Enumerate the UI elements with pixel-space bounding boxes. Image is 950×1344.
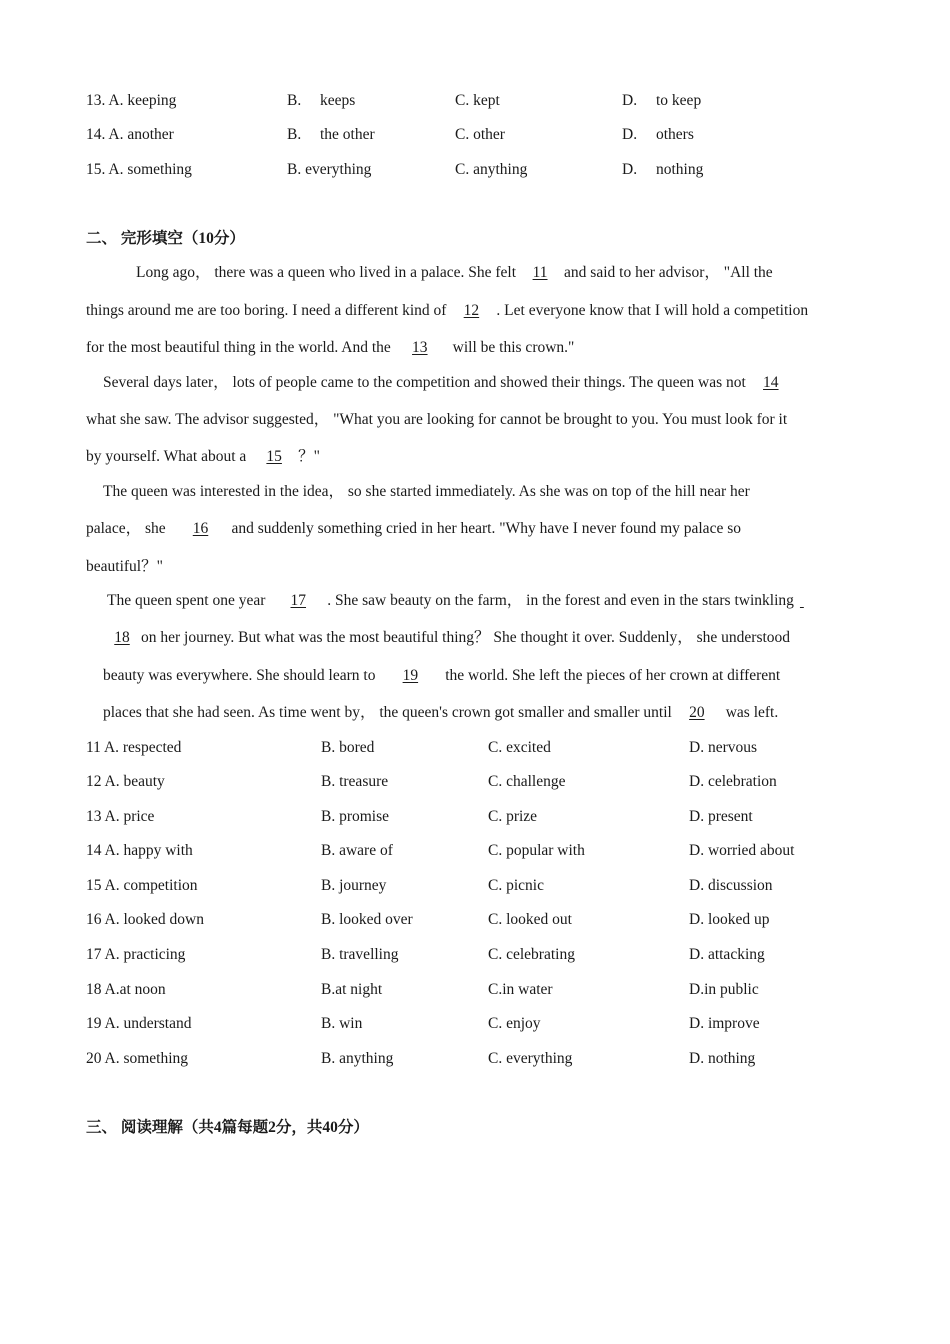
- option-a: 13. A. keeping: [86, 92, 177, 109]
- blank-14: 14: [763, 374, 779, 391]
- option-d: D. improve: [689, 1015, 760, 1032]
- option-d-letter: D.: [622, 161, 638, 178]
- option-c: C. everything: [488, 1050, 573, 1067]
- passage-line: [107, 589, 810, 613]
- option-d-letter: D.: [622, 126, 638, 143]
- option-row-13b: [0, 805, 950, 829]
- option-b: B. treasure: [321, 773, 389, 790]
- option-row-15: [0, 158, 950, 182]
- option-b: B. travelling: [321, 946, 399, 963]
- option-c: C. other: [455, 126, 505, 143]
- option-c: C. challenge: [488, 773, 566, 790]
- blank-11: 11: [532, 264, 548, 281]
- option-a: 14 A. happy with: [86, 842, 193, 859]
- option-b-letter: B.: [287, 126, 302, 143]
- option-d: D. looked up: [689, 911, 770, 928]
- option-d: D. discussion: [689, 877, 773, 894]
- option-b: B. aware of: [321, 842, 393, 859]
- option-a: 12 A. beauty: [86, 773, 165, 790]
- option-c: C. prize: [488, 808, 538, 825]
- option-row-18: [0, 978, 950, 1002]
- option-d: D. present: [689, 808, 753, 825]
- option-b: B. looked over: [321, 911, 413, 928]
- option-b: B. win: [321, 1015, 363, 1032]
- option-d: D. celebration: [689, 773, 777, 790]
- option-c: C. celebrating: [488, 946, 575, 963]
- passage-line: [86, 336, 574, 360]
- section-heading-reading: 三、 阅读理解（共4篇每题2分，共40分）: [86, 1119, 369, 1136]
- blank-underline: [794, 589, 810, 613]
- option-b: B. journey: [321, 877, 387, 894]
- passage-line: [103, 371, 796, 395]
- option-row-14b: [0, 839, 950, 863]
- blank-13: 13: [412, 339, 428, 356]
- option-c: C. looked out: [488, 911, 572, 928]
- blank-12: 12: [463, 302, 480, 319]
- option-row-14: [0, 123, 950, 147]
- option-c: C. picnic: [488, 877, 544, 894]
- option-c: C. kept: [455, 92, 500, 109]
- option-a: 14. A. another: [86, 126, 174, 143]
- blank-15: 15: [266, 448, 282, 465]
- blank-19: 19: [402, 667, 419, 684]
- passage-text: and suddenly something cried in her heart. "Why have I never found my palace so: [231, 520, 741, 537]
- passage-line: [86, 299, 808, 323]
- passage-line: what she saw. The advisor suggested， "What you are looking for cannot be brought to you. You must look for it: [86, 411, 788, 428]
- option-b: B.at night: [321, 981, 383, 998]
- passage-text: beauty was everywhere. She should learn to: [103, 667, 376, 684]
- option-a: 15. A. something: [86, 161, 192, 178]
- passage-text: Long ago， there was a queen who lived in a palace. She felt: [136, 264, 517, 281]
- passage-line: beautiful？": [86, 558, 163, 575]
- passage-text: will be this crown.": [452, 339, 575, 356]
- passage-line: The queen was interested in the idea， so she started immediately. As she was on top of the hill near her: [103, 483, 750, 500]
- option-b-text: keeps: [320, 92, 356, 109]
- passage-text: palace， she: [86, 520, 166, 537]
- passage-line: [103, 701, 778, 725]
- option-b-text: the other: [320, 126, 375, 143]
- passage-line: [103, 626, 790, 650]
- option-d-letter: D.: [622, 92, 638, 109]
- option-b: B. anything: [321, 1050, 394, 1067]
- passage-line: [103, 664, 780, 688]
- option-c: C.in water: [488, 981, 553, 998]
- blank-16: 16: [192, 520, 209, 537]
- option-c: C. excited: [488, 739, 551, 756]
- option-a: 15 A. competition: [86, 877, 198, 894]
- section-heading-cloze: 二、 完形填空（10分）: [86, 230, 245, 247]
- option-a: 18 A.at noon: [86, 981, 166, 998]
- option-d: D.in public: [689, 981, 759, 998]
- option-d: D. worried about: [689, 842, 795, 859]
- passage-text: things around me are too boring. I need a different kind of: [86, 302, 447, 319]
- option-row-13: [0, 89, 950, 113]
- option-row-20: [0, 1047, 950, 1071]
- blank-18: 18: [114, 629, 130, 646]
- passage-text: . She saw beauty on the farm， in the forest and even in the stars twinkling: [327, 592, 794, 609]
- option-a: 17 A. practicing: [86, 946, 186, 963]
- passage-line: [86, 445, 320, 469]
- option-a: 19 A. understand: [86, 1015, 192, 1032]
- passage-text: was left.: [725, 704, 779, 721]
- passage-text: for the most beautiful thing in the world. And the: [86, 339, 391, 356]
- blank-20: 20: [689, 704, 705, 721]
- option-d-text: others: [656, 126, 694, 143]
- passage-text: places that she had seen. As time went by， the queen's crown got smaller and smaller until: [103, 704, 672, 721]
- option-a: 13 A. price: [86, 808, 155, 825]
- passage-line: [86, 517, 741, 541]
- passage-line: [136, 261, 773, 285]
- option-a: 20 A. something: [86, 1050, 189, 1067]
- passage-text: and said to her advisor， "All the: [564, 264, 773, 281]
- option-row-17: [0, 943, 950, 967]
- option-row-16: [0, 908, 950, 932]
- option-c: C. enjoy: [488, 1015, 541, 1032]
- passage-text: . Let everyone know that I will hold a competition: [496, 302, 809, 319]
- passage-text: by yourself. What about a: [86, 448, 247, 465]
- option-row-12: [0, 770, 950, 794]
- option-row-19: [0, 1012, 950, 1036]
- passage-text: the world. She left the pieces of her crown at different: [445, 667, 781, 684]
- option-d-text: to keep: [656, 92, 702, 109]
- option-b: B. promise: [321, 808, 390, 825]
- option-b-letter: B.: [287, 92, 302, 109]
- option-c: C. popular with: [488, 842, 585, 859]
- option-d: D. attacking: [689, 946, 765, 963]
- passage-text: on her journey. But what was the most beautiful thing？ She thought it over. Suddenly， she understood: [141, 629, 791, 646]
- option-d-text: nothing: [656, 161, 704, 178]
- option-b: B. everything: [287, 161, 372, 178]
- passage-text: Several days later， lots of people came to the competition and showed their things. The queen was not: [103, 374, 746, 391]
- option-d: D. nothing: [689, 1050, 756, 1067]
- option-row-15b: [0, 874, 950, 898]
- option-c: C. anything: [455, 161, 528, 178]
- passage-text: The queen spent one year: [107, 592, 266, 609]
- option-row-11: [0, 736, 950, 760]
- option-a: 11 A. respected: [86, 739, 182, 756]
- passage-text: ？": [298, 448, 320, 465]
- option-b: B. bored: [321, 739, 375, 756]
- option-d: D. nervous: [689, 739, 758, 756]
- blank-17: 17: [290, 592, 307, 609]
- option-a: 16 A. looked down: [86, 911, 204, 928]
